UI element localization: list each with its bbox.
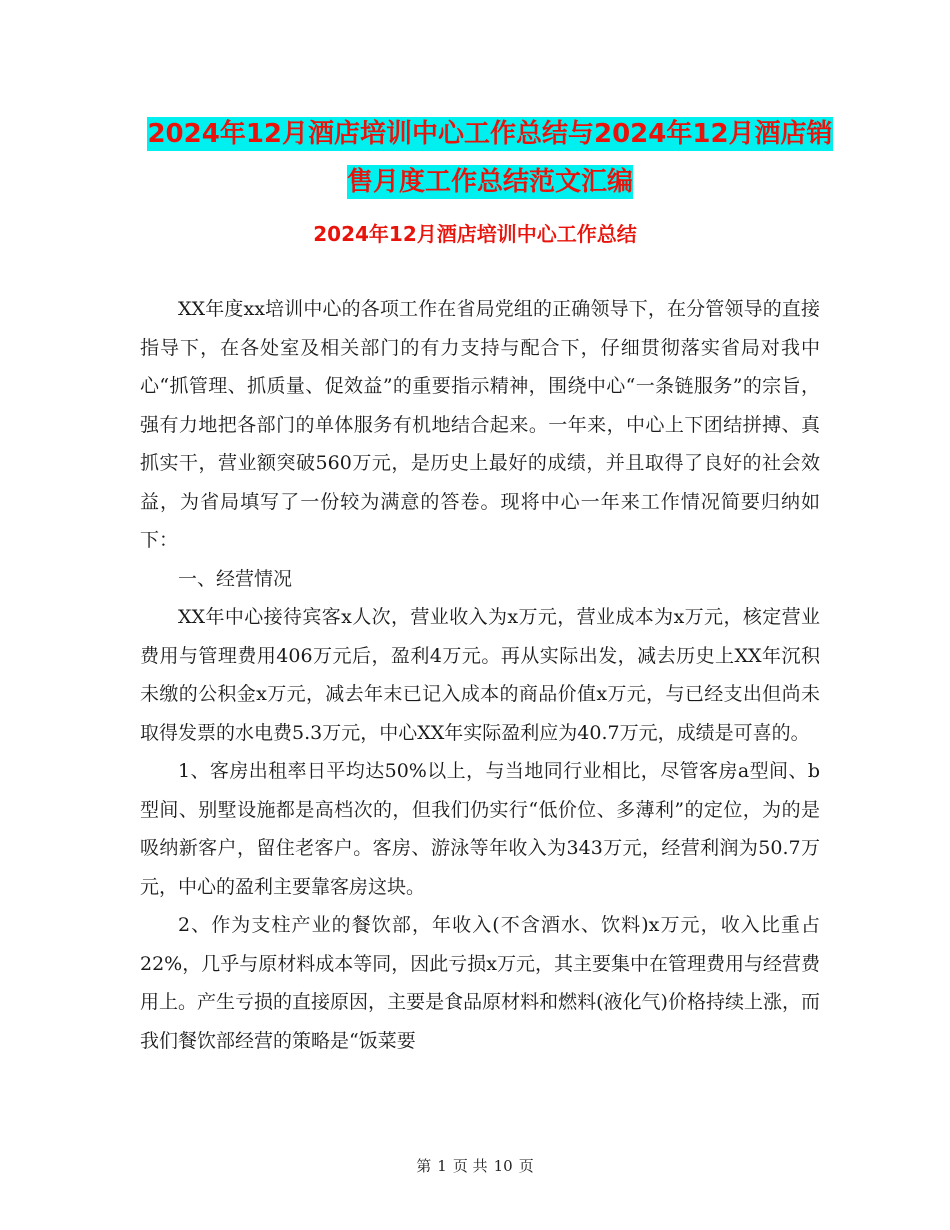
document-title-text: 2024年12月酒店培训中心工作总结与2024年12月酒店销售月度工作总结范文汇编 xyxy=(147,119,833,197)
footer-mid: 页 共 xyxy=(452,1157,488,1175)
document-body xyxy=(140,290,820,1060)
section-heading-operations: 一、经营情况 xyxy=(178,567,293,590)
footer-suffix: 页 xyxy=(518,1157,534,1175)
page-footer xyxy=(0,1155,950,1176)
paragraph-intro: XX年度xx培训中心的各项工作在省局党组的正确领导下，在分管领导的直接指导下，在各处室及相关部门的有力支持与配合下，仔细贯彻落实省局对我中心“抓管理、抓质量、促效益”的重要指示精神，围绕中心“一条链服务”的宗旨，强有力地把各部门的单体服务有机地结合起来。一年来，中心上下团结拼搏、真抓实干，营业额突破560万元，是历史上最好的成绩，并且取得了良好的社会效益，为省局填写了一份较为满意的答卷。现将中心一年来工作情况简要归纳如下： xyxy=(140,298,820,551)
paragraph-operations: XX年中心接待宾客x人次，营业收入为x万元，营业成本为x万元，核定营业费用与管理费用406万元后，盈利4万元。再从实际出发，减去历史上XX年沉积未缴的公积金x万元，减去年末已记入成本的商品价值x万元，与已经支出但尚未取得发票的水电费5.3万元，中心XX年实际盈利应为40.7万元，成绩是可喜的。 xyxy=(140,606,820,744)
footer-page-total: 10 xyxy=(493,1157,513,1175)
footer-page-current: 1 xyxy=(437,1157,447,1175)
footer-prefix: 第 xyxy=(416,1157,432,1175)
document-title xyxy=(140,110,840,206)
paragraph-rooms: 1、客房出租率日平均达50%以上，与当地同行业相比，尽管客房a型间、b型间、别墅设施都是高档次的，但我们仍实行“低价位、多薄利”的定位，为的是吸纳新客户，留住老客户。客房、游泳等年收入为343万元，经营利润为50.7万元，中心的盈利主要靠客房这块。 xyxy=(140,760,820,898)
paragraph-catering: 2、作为支柱产业的餐饮部，年收入(不含酒水、饮料)x万元，收入比重占22%，几乎与原材料成本等同，因此亏损x万元，其主要集中在管理费用与经营费用上。产生亏损的直接原因，主要是食品原材料和燃料(液化气)价格持续上涨，而我们餐饮部经营的策略是“饭菜要 xyxy=(140,914,820,1052)
section-title: 2024年12月酒店培训中心工作总结 xyxy=(313,222,637,246)
